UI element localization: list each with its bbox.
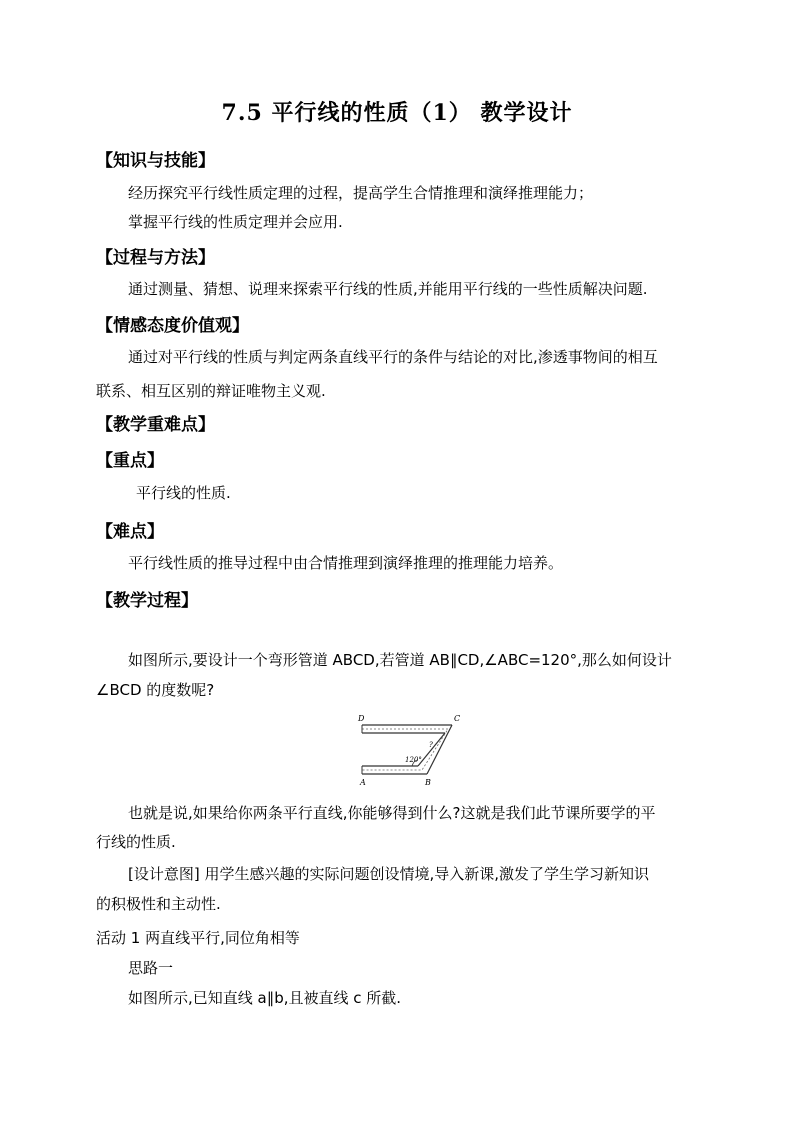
difficult-text: 平行线性质的推导过程中由合情推理到演绎推理的推理能力培养。	[128, 554, 564, 572]
design-intent-line-2: 的积极性和主动性.	[96, 895, 221, 913]
label-angle-120: 120°	[405, 756, 422, 764]
heading-difficult: 【难点】	[96, 522, 164, 542]
intro-line-2: ∠BCD 的度数呢?	[96, 681, 215, 699]
heading-process: 【过程与方法】	[96, 248, 215, 268]
emotion-paragraph: 通过对平行线的性质与判定两条直线平行的条件与结论的对比,渗透事物间的相互联系、相互区别的辩证唯物主义观.	[96, 348, 658, 400]
activity-1-heading: 活动 1 两直线平行,同位角相等	[96, 929, 300, 947]
page-title: 7.5 平行线的性质（1） 教学设计	[221, 100, 573, 126]
design-intent-line-1: [设计意图] 用学生感兴趣的实际问题创设情境,导入新课,激发了学生学习新知识	[128, 865, 650, 883]
intro-line-1: 如图所示,要设计一个弯形管道 ABCD,若管道 AB∥CD,∠ABC=120°,那么如何设计	[128, 651, 672, 669]
knowledge-line-1: 经历探究平行线性质定理的过程，提高学生合情推理和演绎推理能力；	[128, 184, 594, 202]
label-D: D	[358, 714, 365, 723]
process-line: 通过测量、猜想、说理来探索平行线的性质,并能用平行线的一些性质解决问题.	[128, 280, 648, 298]
heading-emotion: 【情感态度价值观】	[96, 316, 249, 336]
key-text: 平行线的性质.	[136, 484, 231, 502]
heading-knowledge: 【知识与技能】	[96, 151, 215, 171]
heading-key-difficult: 【教学重难点】	[96, 415, 215, 435]
pipe-figure	[356, 712, 466, 788]
label-unknown-angle: ?	[429, 741, 433, 749]
knowledge-line-2: 掌握平行线的性质定理并会应用.	[128, 213, 343, 231]
label-A: A	[360, 778, 366, 787]
after-line-2: 行线的性质.	[96, 833, 176, 851]
label-B: B	[425, 778, 431, 787]
heading-key: 【重点】	[96, 451, 164, 471]
idea-one: 思路一	[128, 959, 174, 977]
after-line-1: 也就是说,如果给你两条平行直线,你能够得到什么?这就是我们此节课所要学的平	[128, 804, 656, 822]
heading-teaching: 【教学过程】	[96, 591, 198, 611]
label-C: C	[454, 714, 461, 723]
final-line: 如图所示,已知直线 a∥b,且被直线 c 所截.	[128, 989, 402, 1007]
